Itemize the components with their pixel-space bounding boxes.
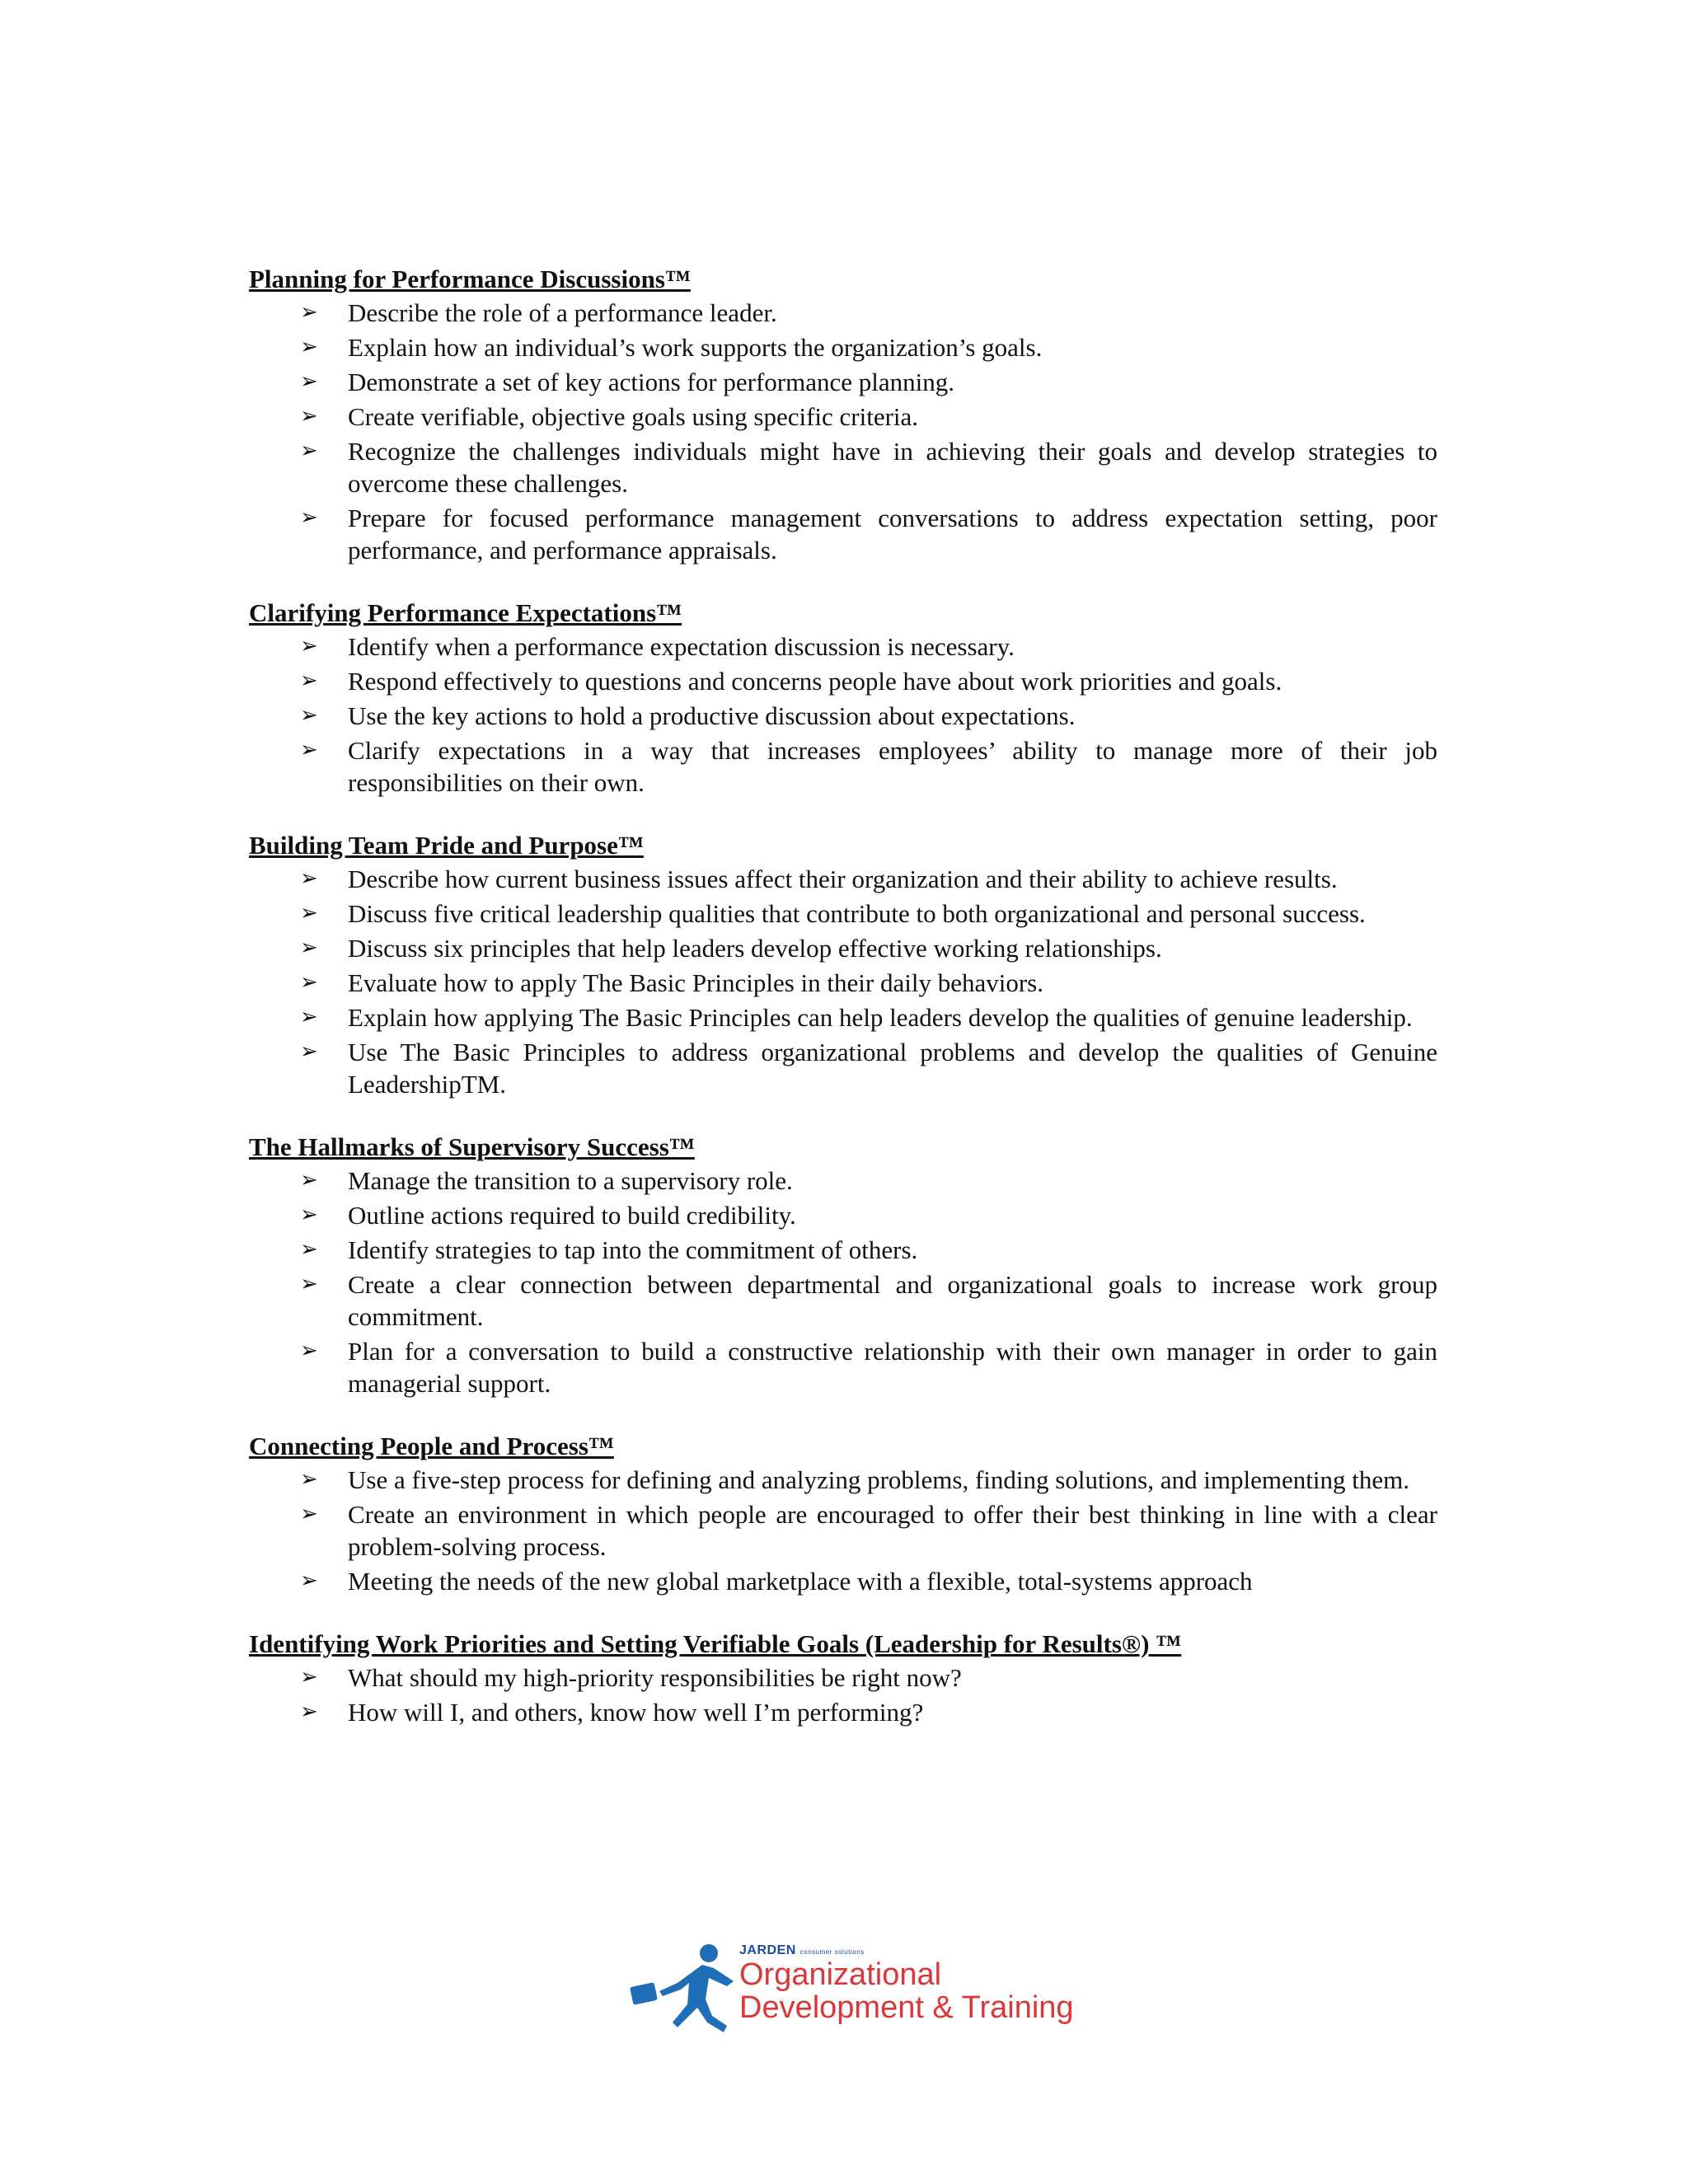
arrow-bullet-icon: ➢ [300, 1502, 318, 1526]
list-item: ➢ Discuss six principles that help leaders develop effective working relationships. [300, 934, 1162, 963]
arrow-bullet-icon: ➢ [300, 404, 318, 429]
list-item: ➢ Identify strategies to tap into the commitment of others. [300, 1235, 918, 1264]
arrow-bullet-icon: ➢ [300, 866, 318, 891]
bullet-list [249, 1661, 1437, 1728]
document-body [249, 262, 1437, 1758]
list-item: ➢ Demonstrate a set of key actions for performance planning. [300, 368, 954, 396]
arrow-bullet-icon: ➢ [300, 901, 318, 926]
section-title: Planning for Performance Discussions™ [249, 265, 691, 293]
arrow-bullet-icon: ➢ [300, 369, 318, 394]
logo-line-2: Development & Training [739, 1990, 1074, 2025]
list-item: ➢ Use a five-step process for defining and analyzing problems, finding solutions, and implementing them. [300, 1465, 1409, 1494]
section-work-priorities [249, 1627, 1437, 1728]
list-item: ➢ Use The Basic Principles to address organizational problems and develop the qualities of Genuine LeadershipTM. [300, 1038, 1437, 1099]
section-clarifying-expectations [249, 596, 1437, 799]
arrow-bullet-icon: ➢ [300, 703, 318, 728]
list-item: ➢ What should my high-priority responsibilities be right now? [300, 1663, 962, 1692]
running-man-icon [626, 1943, 742, 2042]
section-planning-performance [249, 262, 1437, 566]
section-title: Building Team Pride and Purpose™ [249, 831, 644, 860]
list-item: ➢ Clarify expectations in a way that increases employees’ ability to manage more of their job responsibilities on their own. [300, 736, 1437, 797]
list-item: ➢ Explain how an individual’s work supports the organization’s goals. [300, 333, 1043, 362]
arrow-bullet-icon: ➢ [300, 738, 318, 762]
section-title: Identifying Work Priorities and Setting Verifiable Goals (Leadership for Results®) ™ [249, 1629, 1182, 1658]
list-item: ➢ Prepare for focused performance management conversations to address expectation setting, poor performance, and performance appraisals. [300, 504, 1437, 565]
list-item: ➢ Create a clear connection between departmental and organizational goals to increase work group commitment. [300, 1270, 1437, 1331]
list-item: ➢ Identify when a performance expectation discussion is necessary. [300, 632, 1015, 661]
list-item: ➢ Create verifiable, objective goals using specific criteria. [300, 402, 919, 431]
bullet-list [249, 630, 1437, 799]
list-item: ➢ Describe the role of a performance leader. [300, 298, 777, 327]
list-item: ➢ Explain how applying The Basic Principles can help leaders develop the qualities of genuine leadership. [300, 1003, 1413, 1032]
bullet-list [249, 297, 1437, 566]
arrow-bullet-icon: ➢ [300, 505, 318, 530]
arrow-bullet-icon: ➢ [300, 1338, 318, 1363]
jarden-odt-logo [626, 1943, 1074, 2042]
list-item: ➢ Respond effectively to questions and concerns people have about work priorities and goals. [300, 667, 1282, 696]
list-item: ➢ Discuss five critical leadership qualities that contribute to both organizational and personal success. [300, 899, 1366, 928]
list-item: ➢ Manage the transition to a supervisory role. [300, 1166, 793, 1195]
arrow-bullet-icon: ➢ [300, 1272, 318, 1296]
list-item: ➢ Use the key actions to hold a productive discussion about expectations. [300, 701, 1076, 730]
list-item: ➢ Create an environment in which people are encouraged to offer their best thinking in line with a clear problem-solving process. [300, 1500, 1437, 1561]
logo-brand: JARDEN [739, 1943, 796, 1957]
arrow-bullet-icon: ➢ [300, 335, 318, 359]
section-team-pride [249, 828, 1437, 1100]
arrow-bullet-icon: ➢ [300, 1168, 318, 1193]
arrow-bullet-icon: ➢ [300, 1467, 318, 1492]
arrow-bullet-icon: ➢ [300, 1005, 318, 1029]
section-title: The Hallmarks of Supervisory Success™ [249, 1132, 695, 1161]
list-item: ➢ Evaluate how to apply The Basic Principles in their daily behaviors. [300, 968, 1043, 997]
arrow-bullet-icon: ➢ [300, 300, 318, 325]
arrow-bullet-icon: ➢ [300, 1665, 318, 1690]
arrow-bullet-icon: ➢ [300, 1699, 318, 1724]
section-title: Clarifying Performance Expectations™ [249, 598, 682, 627]
arrow-bullet-icon: ➢ [300, 668, 318, 693]
logo-brand-sub: consumer solutions [799, 1948, 865, 1956]
section-connecting-people [249, 1429, 1437, 1597]
list-item: ➢ How will I, and others, know how well I’m performing? [300, 1698, 924, 1727]
bullet-list [249, 1464, 1437, 1597]
arrow-bullet-icon: ➢ [300, 1568, 318, 1593]
list-item: ➢ Recognize the challenges individuals might have in achieving their goals and develop strategies to overcome these challenges. [300, 437, 1437, 498]
logo-text [739, 1943, 1074, 2024]
arrow-bullet-icon: ➢ [300, 634, 318, 658]
list-item: ➢ Meeting the needs of the new global marketplace with a flexible, total-systems approach [300, 1567, 1253, 1596]
list-item: ➢ Plan for a conversation to build a constructive relationship with their own manager in order to gain managerial support. [300, 1337, 1437, 1398]
arrow-bullet-icon: ➢ [300, 935, 318, 960]
arrow-bullet-icon: ➢ [300, 438, 318, 463]
arrow-bullet-icon: ➢ [300, 970, 318, 995]
bullet-list [249, 863, 1437, 1100]
bullet-list [249, 1165, 1437, 1399]
list-item: ➢ Describe how current business issues affect their organization and their ability to achieve results. [300, 865, 1338, 893]
arrow-bullet-icon: ➢ [300, 1237, 318, 1262]
list-item: ➢ Outline actions required to build credibility. [300, 1201, 796, 1230]
arrow-bullet-icon: ➢ [300, 1039, 318, 1064]
arrow-bullet-icon: ➢ [300, 1202, 318, 1227]
section-title: Connecting People and Process™ [249, 1432, 614, 1460]
logo-line-1: Organizational [739, 1957, 942, 1992]
section-supervisory-success [249, 1130, 1437, 1399]
